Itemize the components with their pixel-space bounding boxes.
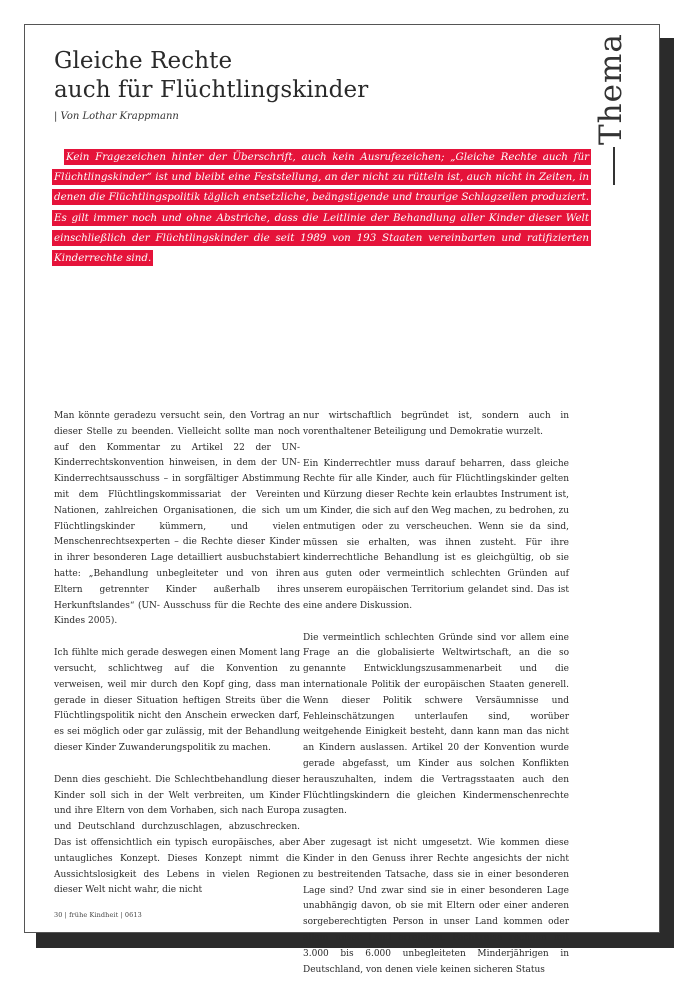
body-paragraph: Denn dies geschieht. Die Schlechtbehandlung dieser Kinder soll sich in der Welt verbreiten, um Kinder und ihre Eltern von dem Vorhaben, sich nach Europa und Deutschland durchzuschlagen, abzuschrecken. Das ist offensichtlich ein typisch europäisches, aber untaugliches Konzept. Dieses Konzept nimmt die Aussichtslosigkeit des Lebens in vielen Regionen dieser Welt nicht wahr, die nicht	[54, 774, 300, 896]
magazine-page	[24, 24, 660, 975]
body-paragraph: nur wirtschaftlich begründet ist, sondern auch in vorenthaltener Beteiligung und Demokratie wurzelt.	[303, 411, 569, 437]
article-title	[54, 47, 368, 105]
body-column-left	[54, 409, 300, 915]
body-paragraph: Aber zugesagt ist nicht umgesetzt. Wie kommen diese Kinder in den Genuss ihrer Rechte angesichts der nicht zu bestreitenden Tatsache, dass sie in einer besonderen Lage sind? Und zwar sind sie in einer besonderen Lage unabhängig davon, ob sie mit Eltern oder einer anderen sorgeberechtigten Person in unser Land kommen oder allein unser Land erreichen. Fachkreise rechnen mit 3.000 bis 6.000 unbegleiteten Minderjährigen in Deutschland, von denen viele keinen sicheren Status	[303, 838, 569, 975]
author-line: | Von Lothar Krappmann	[54, 111, 179, 122]
lead-highlight-text: Kein Fragezeichen hinter der Überschrift, auch kein Ausrufezeichen; „Gleiche Rechte auch für Flüchtlingskinder“ ist und bleibt eine Feststellung, an der nicht zu rütteln ist, auch nicht in Zeiten, in denen die Flüchtlingspolitik täglich entsetzliche, beängstigende und traurige Schlagzeilen produziert. Es gilt immer noch und ohne Abstriche, dass die Leitlinie der Behandlung aller Kinder dieser Welt einschließlich der Flüchtlingskinder die seit 1989 von 193 Staaten vereinbarten und ratifizierten Kinderrechte sind.	[54, 151, 589, 265]
page-footer: 30 | frühe Kindheit | 0613	[54, 911, 142, 919]
title-line-2: auch für Flüchtlingskinder	[54, 77, 369, 103]
lead-paragraph	[52, 147, 591, 268]
body-paragraph: Ich fühlte mich gerade deswegen einen Moment lang versucht, schlichtweg auf die Konvention zu verweisen, weil mir durch den Kopf ging, dass man gerade in dieser Situation heftigen Streits über die Flüchtlingspolitik nicht den Anschein erwecken darf, es sei möglich oder gar zulässig, mit der Behandlung dieser Kinder Zuwanderungspolitik zu machen.	[54, 648, 300, 753]
title-line-1: Gleiche Rechte	[54, 48, 233, 74]
body-paragraph: Man könnte geradezu versucht sein, den Vortrag an dieser Stelle zu beenden. Vielleicht sollte man noch auf den Kommentar zu Artikel 22 der UN-Kinderrechtskonvention hinweisen, in dem der UN-Kinderrechtsausschuss – in sorgfältiger Abstimmung mit dem Flüchtlingskommissariat der Vereinten Nationen, zahlreichen Organisationen, die sich um Flüchtlingskinder kümmern, und vielen Menschenrechtsexperten – die Rechte dieser Kinder in ihrer besonderen Lage detailliert ausbuchstabiert hatte: „Behandlung unbegleiteter und von ihren Eltern getrennter Kinder außerhalb ihres Herkunftslandes“ (UN- Ausschuss für die Rechte des Kindes 2005).	[54, 411, 300, 627]
body-paragraph: Ein Kinderrechtler muss darauf beharren, dass gleiche Rechte für alle Kinder, auch für Flüchtlingskinder gelten und Kürzung dieser Rechte kein erlaubtes Instrument ist, um Kinder, die sich auf den Weg machen, zu bedrohen, zu entmutigen oder zu verscheuchen. Wenn sie da sind, müssen sie erhalten, was ihnen zusteht. Für ihre kinderrechtliche Behandlung ist es gleichgültig, ob sie aus guten oder vermeintlich schlechten Gründen auf unserem europäischen Territorium gelandet sind. Das ist eine andere Diskussion.	[303, 458, 569, 611]
body-paragraph: Die vermeintlich schlechten Gründe sind vor allem eine Frage an die globalisierte Weltwirtschaft, an die so genannte Entwicklungszusammenarbeit und die internationale Politik der europäischen Staaten generell. Wenn dieser Politik schwere Versäumnisse und Fehleinschätzungen unterlaufen sind, worüber weitgehende Einigkeit besteht, dann kann man das nicht an Kindern auslassen. Artikel 20 der Konvention wurde gerade abgefasst, um Kinder aus solchen Konflikten herauszuhalten, indem die Vertragsstaaten auch den Flüchtlingskindern die gleichen Kindermenschenrechte zusagten.	[303, 632, 569, 817]
body-column-right	[303, 409, 569, 994]
section-label-bar	[613, 147, 615, 185]
section-label-text: Thema	[593, 33, 629, 145]
section-label	[587, 33, 635, 183]
